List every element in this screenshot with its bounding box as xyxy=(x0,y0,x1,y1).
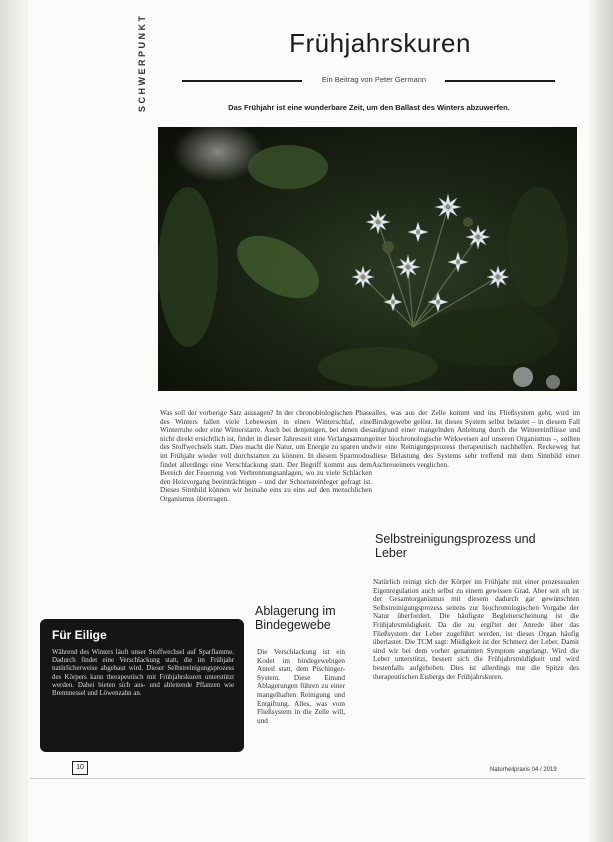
page-binding xyxy=(588,0,613,842)
footer-divider xyxy=(30,778,585,779)
title-rule-left xyxy=(182,80,302,82)
summary-box xyxy=(40,619,244,752)
heading-selbstreinigung: Selbstreinigungsprozess und Leber xyxy=(375,532,536,560)
paragraph-fliesssystem: alles, was aus der Zelle kommt und ins Fließsystem geht, wird im Bindegewebe gelöst. Ist dieses System selbst belastet – in diesem Fall aufgrund einer mangelnden Anleitung durch die Wintereinflüsse und einer biochronologische Wirkweisen auf unseren Organismus –, sollten wir eine Reinigungsprozess therapeutisch nachhelfen. Reckeweg hat diese Belastung des Systems sehr treffend mit dem Sinnbild einer Aschreueimers verglichen. xyxy=(372,409,580,469)
article-column-4 xyxy=(373,578,579,681)
heading-ablagerung: Ablagerung im Bindegewebe xyxy=(255,604,336,632)
article-column-3 xyxy=(257,648,345,725)
byline: Ein Beitrag von Peter Germann xyxy=(321,75,427,84)
title-rule-right xyxy=(445,80,555,82)
summary-box-text: Während des Winters läuft unser Stoffwechsel auf Sparflamme. Dadurch findet eine Verschlackung statt, die im Frühjahr natürlicherweise abgebaut wird. Dieser Selbstreinigungsprozess des Körpers kann therapeutisch mit Frühjahrskuren unterstützt werden. Dabei bieten sich aus- und ableitende Pflanzen wie Brennnessel und Löwenzahn an. xyxy=(52,649,234,698)
article-column-2 xyxy=(372,409,580,469)
flower-illustration xyxy=(158,127,577,391)
page-number: 10 xyxy=(72,761,88,775)
section-label: SCHWERPUNKT xyxy=(137,13,147,112)
article-title: Frühjahrskuren xyxy=(289,28,471,58)
summary-box-title: Für Eilige xyxy=(52,628,107,642)
flower-photo xyxy=(158,127,577,391)
article-column-1 xyxy=(160,409,372,504)
paragraph-verschlackung: Die Verschlackung ist ein Kodet im bindegewebigen Anteil statt, dem Pischinger-System. Diese Einund Ablagerungen führen zu einer mangelhaften Reinigung und Entgiftung. Alles, was vom Fließsystem in die Zelle will, und xyxy=(257,648,345,725)
magazine-footer: Naturheilpraxis 04 / 2019 xyxy=(490,767,557,773)
paragraph-leber: Natürlich reinigt sich der Körper im Frühjahr mit einer prozessualen Eigenregulation auch selbst zu einem gewissen Grad. Aber seit oft ist der Gesamtorganismus mit diesem dadurch gar gewünschten Selbstreinigungsprozess seitens zur biochronologischen Vorgabe der Natur überfordert. Die häufigste Begleiterscheinung ist die Frühjahrsmüdigkeit. Da die zu ergiftet der Anrede über das Fließsystem der Leber zugeführt werden, ist dieses Organ häufig überlastet. Die TCM sagt: Müdigkeit ist der Schmerz der Leber. Damit sind wir bei dem vorher genannten Symptom angelangt. Wird die Leber unterstützt, bessert sich die Frühjahrsmüdigkeit und wird bestenfalls aufgehoben. Dies ist allerdings nur die Spitze des therapeutischen Eisbergs der Frühjahrskuren. xyxy=(373,578,579,681)
paragraph-winter: Was soll der vorherige Satz aussagen? In der chronobiologischen Phase des Winters fallen viele Lebewesen in einen Winterschlaf, eine Winterruhe oder eine Winterstarre. Auch bei denjenigen, bei denen dies nicht direkt ersichtlich ist, findet in dieser Jahreszeit eine Verlangsamung des Stoffwechsels statt. Dies macht die Natur, um Energie zu sparen und im Frühjahr wieder voll durchstarten zu können. In diesem Sparmodus findet allerdings eine Verschlackung statt. Der Begriff kommt aus dem Bereich der Feuerung von Verbrennungsanlagen, wo zu viele Schlacken den Heizvorgang beeinträchtigen – und der Schornsteinfeger gefragt ist. Dieses Sinnbild können wir beinahe eins zu eins auf den menschlichen Organismus übertragen. xyxy=(160,409,372,503)
lead-text: Das Frühjahr ist eine wunderbare Zeit, um den Ballast des Winters abzuwerfen. xyxy=(228,103,510,112)
page-shadow xyxy=(0,0,24,842)
